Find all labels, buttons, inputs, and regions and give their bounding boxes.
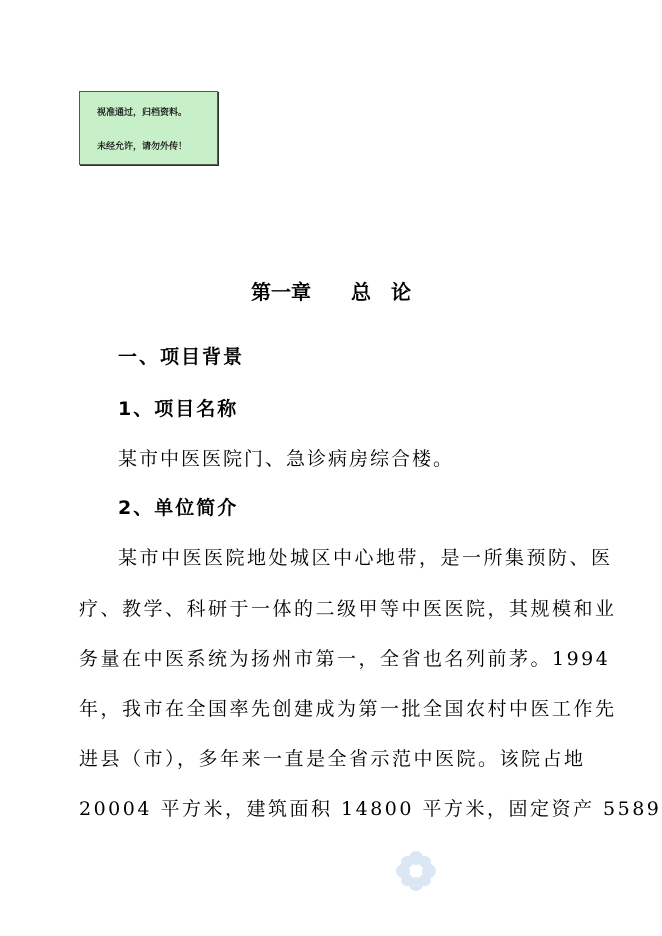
notice-box: [79, 91, 218, 165]
intro-line: 务量在中医系统为扬州市第一，全省也名列前茅。1994: [79, 648, 611, 670]
watermark-logo-icon: [393, 848, 439, 894]
subsection-heading-unit-intro: 2、单位简介: [118, 497, 239, 519]
project-name-text: 某市中医医院门、急诊病房综合楼。: [118, 448, 455, 470]
chapter-title: 第一章 总 论: [251, 280, 411, 304]
intro-line: 进县（市），多年来一直是全省示范中医院。该院占地: [79, 748, 586, 770]
intro-line: 年，我市在全国率先创建成为第一批全国农村中医工作先: [79, 698, 617, 720]
subsection-heading-project-name: 1、项目名称: [118, 398, 239, 420]
notice-line-1: 视准通过，归档资料。: [97, 108, 188, 118]
notice-line-2: 未经允许，请勿外传！: [97, 142, 188, 152]
intro-line: 疗、教学、科研于一体的二级甲等中医医院，其规模和业: [79, 598, 617, 620]
section-heading: 一、项目背景: [118, 346, 245, 368]
intro-line: 20004 平方米，建筑面积 14800 平方米，固定资产 5589: [79, 798, 662, 820]
intro-line: 某市中医医院地处城区中心地带，是一所集预防、医: [118, 547, 613, 569]
